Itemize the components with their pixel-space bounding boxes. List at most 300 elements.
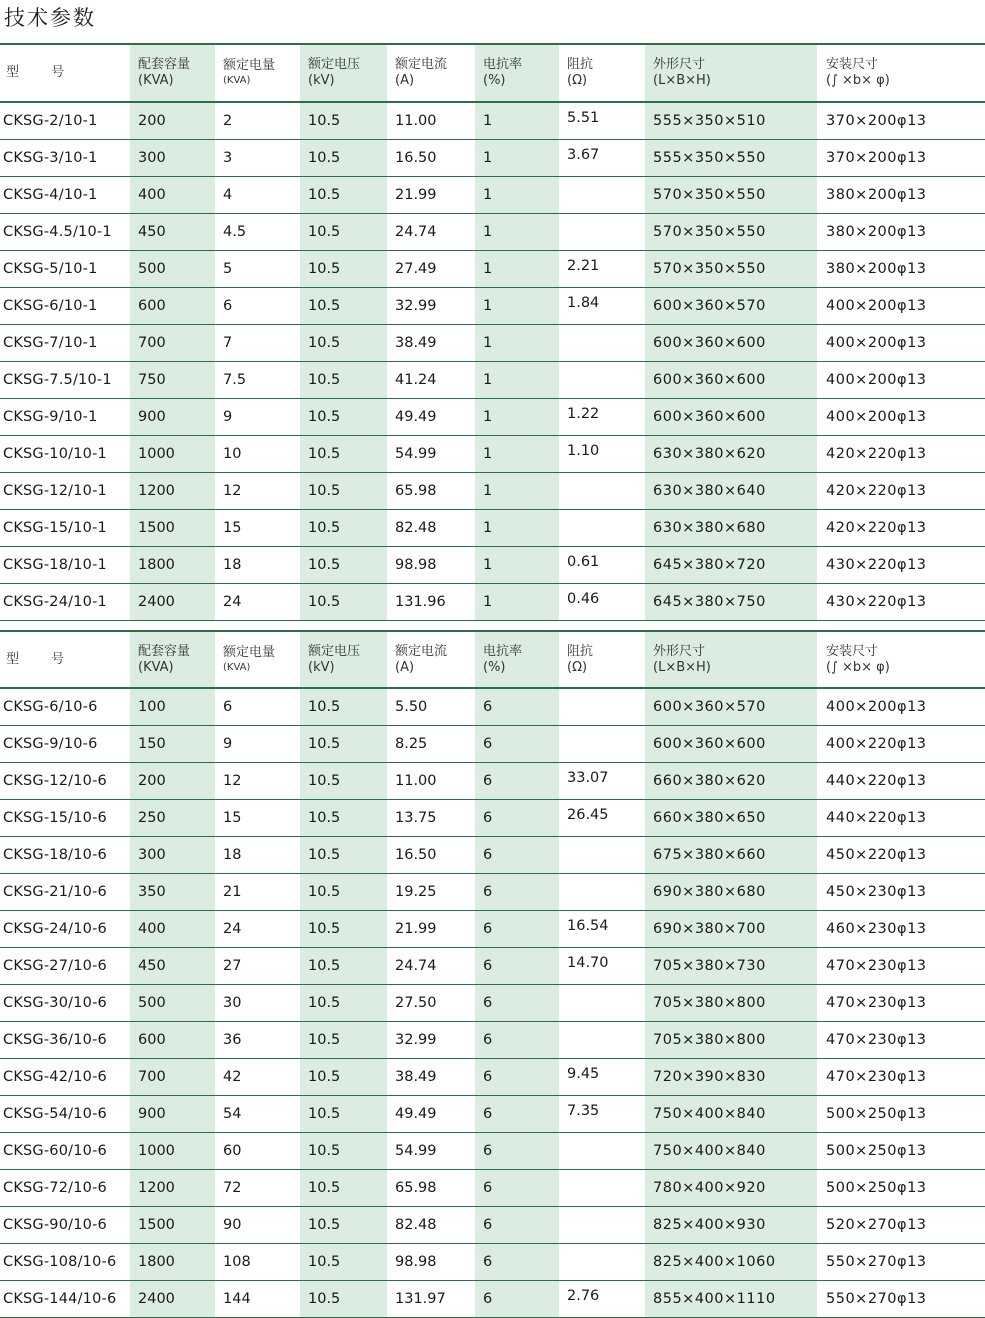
cell-voltage: 10.5 — [300, 763, 387, 799]
cell-current: 16.50 — [395, 150, 437, 166]
cell-voltage: 10.5 — [300, 911, 387, 947]
cell-dimensions: 825×400×1060 — [645, 1244, 817, 1280]
cell-voltage: 10.5 — [300, 214, 387, 250]
cell-reactance: 1 — [475, 140, 559, 176]
cell-current: 49.49 — [395, 1106, 437, 1122]
cell-mounting: 370×200φ13 — [826, 150, 927, 166]
cell-current: 19.25 — [395, 884, 437, 900]
header-mounting — [817, 632, 985, 687]
table-row — [0, 800, 985, 837]
cell-current: 8.25 — [395, 736, 428, 752]
table-row — [0, 436, 985, 473]
cell-model: CKSG-9/10-1 — [3, 409, 98, 425]
cell-impedance — [559, 1170, 645, 1206]
cell-reactor-capacity: 7 — [223, 335, 233, 351]
cell-current: 54.99 — [395, 1143, 437, 1159]
cell-capacity: 600 — [130, 1022, 215, 1058]
cell-capacity: 1500 — [130, 1207, 215, 1243]
cell-dimensions: 600×360×570 — [645, 689, 817, 725]
cell-reactance: 6 — [475, 948, 559, 984]
cell-voltage: 10.5 — [300, 177, 387, 213]
cell-model: CKSG-108/10-6 — [3, 1254, 117, 1270]
header-reactor-capacity-cn: 额定电量 — [223, 58, 276, 73]
header-dimensions-cn: 外形尺寸 — [653, 57, 706, 72]
header-current-en: (A) — [395, 659, 415, 675]
header-impedance — [559, 632, 645, 687]
cell-reactance: 6 — [475, 1281, 559, 1317]
cell-voltage: 10.5 — [300, 288, 387, 324]
cell-reactor-capacity: 10 — [223, 446, 242, 462]
cell-capacity: 900 — [130, 1096, 215, 1132]
cell-current: 21.99 — [395, 921, 437, 937]
cell-mounting: 420×220φ13 — [826, 483, 927, 499]
cell-impedance: 33.07 — [567, 770, 609, 786]
cell-current: 82.48 — [395, 520, 437, 536]
cell-voltage: 10.5 — [300, 251, 387, 287]
cell-voltage: 10.5 — [300, 726, 387, 762]
cell-capacity: 500 — [130, 251, 215, 287]
cell-voltage: 10.5 — [300, 103, 387, 139]
cell-model: CKSG-6/10-1 — [3, 298, 98, 314]
header-current — [387, 632, 475, 687]
table-row — [0, 288, 985, 325]
header-dimensions-en: (L×B×H) — [653, 73, 711, 88]
cell-voltage: 10.5 — [300, 399, 387, 435]
cell-dimensions: 645×380×720 — [645, 547, 817, 583]
cell-model: CKSG-15/10-6 — [3, 810, 107, 826]
header-reactor-capacity — [215, 632, 300, 687]
header-voltage-en: (kV) — [308, 659, 335, 675]
page-title: 技术参数 — [4, 6, 96, 30]
cell-voltage: 10.5 — [300, 1207, 387, 1243]
table-row — [0, 874, 985, 911]
cell-capacity: 200 — [130, 103, 215, 139]
cell-model: CKSG-2/10-1 — [3, 113, 98, 129]
cell-model: CKSG-4/10-1 — [3, 187, 98, 203]
header-voltage-cn: 额定电压 — [308, 643, 361, 659]
cell-model: CKSG-7/10-1 — [3, 335, 98, 351]
table-row — [0, 362, 985, 399]
cell-mounting: 380×200φ13 — [826, 187, 927, 203]
cell-reactance: 1 — [475, 288, 559, 324]
cell-mounting: 400×220φ13 — [826, 736, 927, 752]
cell-current: 13.75 — [395, 810, 437, 826]
header-current-cn: 额定电流 — [395, 643, 448, 659]
cell-reactance: 1 — [475, 510, 559, 546]
cell-dimensions: 660×380×620 — [645, 763, 817, 799]
header-reactance-cn: 电抗率 — [483, 643, 523, 659]
cell-model: CKSG-4.5/10-1 — [3, 224, 112, 240]
cell-model: CKSG-18/10-6 — [3, 847, 107, 863]
header-capacity-cn: 配套容量 — [138, 57, 191, 72]
cell-mounting: 500×250φ13 — [826, 1180, 927, 1196]
cell-capacity: 1500 — [130, 510, 215, 546]
header-dimensions — [645, 632, 817, 687]
cell-voltage: 10.5 — [300, 1170, 387, 1206]
cell-dimensions: 855×400×1110 — [645, 1281, 817, 1317]
table-row — [0, 837, 985, 874]
cell-voltage: 10.5 — [300, 473, 387, 509]
cell-impedance: 9.45 — [567, 1066, 600, 1082]
cell-reactor-capacity: 6 — [223, 699, 233, 715]
cell-mounting: 400×200φ13 — [826, 409, 927, 425]
table-row — [0, 177, 985, 214]
cell-mounting: 500×250φ13 — [826, 1143, 927, 1159]
table-row — [0, 547, 985, 584]
cell-current: 5.50 — [395, 699, 428, 715]
cell-model: CKSG-15/10-1 — [3, 520, 107, 536]
cell-voltage: 10.5 — [300, 948, 387, 984]
cell-model: CKSG-12/10-6 — [3, 773, 107, 789]
cell-dimensions: 705×380×800 — [645, 985, 817, 1021]
cell-current: 41.24 — [395, 372, 437, 388]
table-header — [0, 45, 985, 103]
cell-dimensions: 570×350×550 — [645, 251, 817, 287]
cell-model: CKSG-30/10-6 — [3, 995, 107, 1011]
cell-dimensions: 600×360×570 — [645, 288, 817, 324]
cell-model: CKSG-12/10-1 — [3, 483, 107, 499]
header-mounting-cn: 安装尺寸 — [826, 57, 879, 72]
cell-reactance: 6 — [475, 1133, 559, 1169]
cell-impedance — [559, 985, 645, 1021]
cell-capacity: 100 — [130, 689, 215, 725]
header-impedance-en: (Ω) — [567, 659, 588, 675]
cell-impedance — [559, 362, 645, 398]
cell-current: 24.74 — [395, 958, 437, 974]
cell-voltage: 10.5 — [300, 547, 387, 583]
table-row — [0, 140, 985, 177]
cell-voltage: 10.5 — [300, 1244, 387, 1280]
cell-current: 38.49 — [395, 335, 437, 351]
cell-reactor-capacity: 18 — [223, 847, 242, 863]
table-row — [0, 1244, 985, 1281]
cell-reactor-capacity: 2 — [223, 113, 233, 129]
cell-dimensions: 555×350×550 — [645, 140, 817, 176]
cell-current: 98.98 — [395, 1254, 437, 1270]
header-voltage — [300, 632, 387, 687]
header-reactance — [475, 632, 559, 687]
header-dimensions-en: (L×B×H) — [653, 659, 711, 675]
table-row — [0, 911, 985, 948]
cell-mounting: 400×200φ13 — [826, 699, 927, 715]
table-row — [0, 214, 985, 251]
cell-reactor-capacity: 21 — [223, 884, 242, 900]
cell-dimensions: 570×350×550 — [645, 177, 817, 213]
cell-model: CKSG-6/10-6 — [3, 699, 98, 715]
header-reactance-cn: 电抗率 — [483, 57, 523, 72]
cell-current: 38.49 — [395, 1069, 437, 1085]
cell-reactance: 6 — [475, 1244, 559, 1280]
cell-dimensions: 660×380×650 — [645, 800, 817, 836]
cell-reactor-capacity: 7.5 — [223, 372, 247, 388]
cell-impedance: 2.21 — [567, 258, 600, 274]
cell-reactor-capacity: 15 — [223, 520, 242, 536]
cell-reactance: 6 — [475, 1059, 559, 1095]
cell-capacity: 1800 — [130, 1244, 215, 1280]
table-row — [0, 763, 985, 800]
cell-reactance: 1 — [475, 399, 559, 435]
cell-capacity: 900 — [130, 399, 215, 435]
cell-impedance — [559, 473, 645, 509]
cell-voltage: 10.5 — [300, 800, 387, 836]
cell-capacity: 750 — [130, 362, 215, 398]
header-capacity-en: (KVA) — [138, 659, 174, 675]
table-row — [0, 1170, 985, 1207]
cell-reactance: 1 — [475, 214, 559, 250]
header-reactance-en: (%) — [483, 659, 506, 675]
table-row — [0, 689, 985, 726]
cell-capacity: 1000 — [130, 1133, 215, 1169]
cell-model: CKSG-27/10-6 — [3, 958, 107, 974]
cell-voltage: 10.5 — [300, 837, 387, 873]
header-reactor-capacity — [215, 45, 300, 101]
header-mounting — [817, 45, 985, 101]
cell-dimensions: 600×360×600 — [645, 399, 817, 435]
cell-capacity: 1800 — [130, 547, 215, 583]
cell-dimensions: 750×400×840 — [645, 1096, 817, 1132]
spec-table-1 — [0, 43, 985, 621]
cell-reactor-capacity: 27 — [223, 958, 242, 974]
cell-reactor-capacity: 4.5 — [223, 224, 247, 240]
cell-capacity: 150 — [130, 726, 215, 762]
table-body — [0, 689, 985, 1318]
header-dimensions — [645, 45, 817, 101]
header-impedance — [559, 45, 645, 101]
cell-current: 49.49 — [395, 409, 437, 425]
cell-mounting: 430×220φ13 — [826, 594, 927, 610]
cell-reactance: 6 — [475, 763, 559, 799]
cell-dimensions: 825×400×930 — [645, 1207, 817, 1243]
table-row — [0, 325, 985, 362]
header-voltage-cn: 额定电压 — [308, 57, 361, 72]
cell-reactance: 6 — [475, 837, 559, 873]
header-current-en: (A) — [395, 73, 415, 88]
cell-impedance — [559, 325, 645, 361]
cell-dimensions: 600×360×600 — [645, 726, 817, 762]
cell-mounting: 470×230φ13 — [826, 1032, 927, 1048]
cell-impedance — [559, 1207, 645, 1243]
cell-mounting: 400×200φ13 — [826, 335, 927, 351]
cell-model: CKSG-3/10-1 — [3, 150, 98, 166]
cell-current: 24.74 — [395, 224, 437, 240]
cell-reactor-capacity: 54 — [223, 1106, 242, 1122]
cell-reactance: 6 — [475, 874, 559, 910]
cell-impedance — [559, 1022, 645, 1058]
cell-current: 65.98 — [395, 1180, 437, 1196]
cell-mounting: 400×200φ13 — [826, 298, 927, 314]
cell-mounting: 380×200φ13 — [826, 261, 927, 277]
cell-model: CKSG-144/10-6 — [3, 1291, 117, 1307]
cell-model: CKSG-5/10-1 — [3, 261, 98, 277]
cell-current: 98.98 — [395, 557, 437, 573]
header-capacity — [130, 632, 215, 687]
cell-reactor-capacity: 12 — [223, 773, 242, 789]
table-row — [0, 103, 985, 140]
cell-mounting: 370×200φ13 — [826, 113, 927, 129]
cell-voltage: 10.5 — [300, 689, 387, 725]
header-current-cn: 额定电流 — [395, 57, 448, 72]
cell-voltage: 10.5 — [300, 436, 387, 472]
cell-dimensions: 690×380×680 — [645, 874, 817, 910]
cell-reactor-capacity: 42 — [223, 1069, 242, 1085]
cell-capacity: 700 — [130, 1059, 215, 1095]
cell-dimensions: 720×390×830 — [645, 1059, 817, 1095]
table-row — [0, 1281, 985, 1318]
cell-model: CKSG-21/10-6 — [3, 884, 107, 900]
header-voltage-en: (kV) — [308, 73, 335, 88]
header-model-label: 型 号 — [6, 65, 79, 80]
cell-capacity: 600 — [130, 288, 215, 324]
cell-reactance: 1 — [475, 325, 559, 361]
header-model — [0, 45, 130, 101]
cell-reactance: 6 — [475, 1022, 559, 1058]
header-reactance-en: (%) — [483, 73, 506, 88]
cell-impedance: 16.54 — [567, 918, 609, 934]
cell-mounting: 550×270φ13 — [826, 1291, 927, 1307]
cell-mounting: 500×250φ13 — [826, 1106, 927, 1122]
cell-reactor-capacity: 3 — [223, 150, 233, 166]
cell-reactor-capacity: 36 — [223, 1032, 242, 1048]
cell-capacity: 500 — [130, 985, 215, 1021]
cell-impedance: 26.45 — [567, 807, 609, 823]
cell-reactance: 6 — [475, 1170, 559, 1206]
cell-capacity: 2400 — [130, 584, 215, 620]
header-mounting-en: (∫ ×b× φ) — [826, 659, 890, 675]
table-row — [0, 1059, 985, 1096]
cell-mounting: 400×200φ13 — [826, 372, 927, 388]
cell-mounting: 520×270φ13 — [826, 1217, 927, 1233]
cell-mounting: 550×270φ13 — [826, 1254, 927, 1270]
cell-current: 65.98 — [395, 483, 437, 499]
cell-model: CKSG-24/10-6 — [3, 921, 107, 937]
cell-impedance: 0.61 — [567, 554, 600, 570]
cell-dimensions: 600×360×600 — [645, 325, 817, 361]
cell-current: 32.99 — [395, 1032, 437, 1048]
cell-mounting: 470×230φ13 — [826, 995, 927, 1011]
cell-voltage: 10.5 — [300, 362, 387, 398]
cell-dimensions: 600×360×600 — [645, 362, 817, 398]
cell-current: 16.50 — [395, 847, 437, 863]
header-reactor-capacity-cn: 额定电量 — [223, 644, 276, 660]
cell-voltage: 10.5 — [300, 584, 387, 620]
cell-dimensions: 780×400×920 — [645, 1170, 817, 1206]
header-reactor-capacity-en: (KVA) — [223, 75, 251, 86]
cell-mounting: 430×220φ13 — [826, 557, 927, 573]
cell-mounting: 440×220φ13 — [826, 810, 927, 826]
cell-impedance: 3.67 — [567, 147, 600, 163]
cell-reactance: 6 — [475, 1096, 559, 1132]
cell-reactance: 6 — [475, 726, 559, 762]
cell-reactor-capacity: 9 — [223, 409, 233, 425]
cell-model: CKSG-9/10-6 — [3, 736, 98, 752]
cell-capacity: 700 — [130, 325, 215, 361]
cell-reactor-capacity: 24 — [223, 921, 242, 937]
cell-reactor-capacity: 5 — [223, 261, 233, 277]
cell-reactor-capacity: 9 — [223, 736, 233, 752]
table-row — [0, 985, 985, 1022]
table-row — [0, 473, 985, 510]
cell-model: CKSG-54/10-6 — [3, 1106, 107, 1122]
cell-current: 27.50 — [395, 995, 437, 1011]
cell-current: 11.00 — [395, 113, 437, 129]
cell-capacity: 250 — [130, 800, 215, 836]
cell-model: CKSG-60/10-6 — [3, 1143, 107, 1159]
cell-impedance: 5.51 — [567, 110, 600, 126]
cell-voltage: 10.5 — [300, 1022, 387, 1058]
cell-reactance: 6 — [475, 1207, 559, 1243]
cell-reactor-capacity: 108 — [223, 1254, 251, 1270]
header-model — [0, 632, 130, 687]
cell-reactance: 1 — [475, 251, 559, 287]
cell-reactance: 1 — [475, 362, 559, 398]
cell-capacity: 400 — [130, 911, 215, 947]
cell-voltage: 10.5 — [300, 140, 387, 176]
header-reactor-capacity-en: (KVA) — [223, 661, 251, 673]
cell-current: 82.48 — [395, 1217, 437, 1233]
cell-reactor-capacity: 4 — [223, 187, 233, 203]
cell-reactance: 1 — [475, 547, 559, 583]
cell-reactor-capacity: 12 — [223, 483, 242, 499]
cell-reactor-capacity: 72 — [223, 1180, 242, 1196]
cell-mounting: 440×220φ13 — [826, 773, 927, 789]
cell-voltage: 10.5 — [300, 325, 387, 361]
cell-capacity: 200 — [130, 763, 215, 799]
cell-impedance: 1.10 — [567, 443, 600, 459]
cell-impedance — [559, 837, 645, 873]
cell-voltage: 10.5 — [300, 985, 387, 1021]
cell-mounting: 460×230φ13 — [826, 921, 927, 937]
cell-reactance: 6 — [475, 985, 559, 1021]
cell-reactor-capacity: 18 — [223, 557, 242, 573]
table-row — [0, 1207, 985, 1244]
table-header — [0, 632, 985, 689]
cell-dimensions: 555×350×510 — [645, 103, 817, 139]
table-row — [0, 948, 985, 985]
header-mounting-en: (∫ ×b× φ) — [826, 73, 890, 88]
cell-dimensions: 630×380×640 — [645, 473, 817, 509]
cell-reactance: 6 — [475, 911, 559, 947]
cell-model: CKSG-18/10-1 — [3, 557, 107, 573]
cell-reactor-capacity: 90 — [223, 1217, 242, 1233]
cell-impedance — [559, 1244, 645, 1280]
cell-reactor-capacity: 24 — [223, 594, 242, 610]
header-current — [387, 45, 475, 101]
cell-dimensions: 750×400×840 — [645, 1133, 817, 1169]
cell-mounting: 420×220φ13 — [826, 446, 927, 462]
cell-capacity: 300 — [130, 140, 215, 176]
cell-mounting: 470×230φ13 — [826, 958, 927, 974]
cell-impedance: 14.70 — [567, 955, 609, 971]
header-dimensions-cn: 外形尺寸 — [653, 643, 706, 659]
cell-mounting: 450×230φ13 — [826, 884, 927, 900]
cell-capacity: 450 — [130, 948, 215, 984]
cell-impedance — [559, 1133, 645, 1169]
cell-impedance: 1.84 — [567, 295, 600, 311]
cell-current: 21.99 — [395, 187, 437, 203]
cell-dimensions: 705×380×730 — [645, 948, 817, 984]
cell-reactor-capacity: 6 — [223, 298, 233, 314]
cell-reactor-capacity: 60 — [223, 1143, 242, 1159]
cell-impedance: 2.76 — [567, 1288, 600, 1304]
header-model-label: 型 号 — [6, 651, 79, 667]
cell-current: 131.96 — [395, 594, 446, 610]
cell-model: CKSG-36/10-6 — [3, 1032, 107, 1048]
cell-reactance: 6 — [475, 800, 559, 836]
cell-dimensions: 645×380×750 — [645, 584, 817, 620]
cell-model: CKSG-10/10-1 — [3, 446, 107, 462]
cell-capacity: 400 — [130, 177, 215, 213]
header-mounting-cn: 安装尺寸 — [826, 643, 879, 659]
